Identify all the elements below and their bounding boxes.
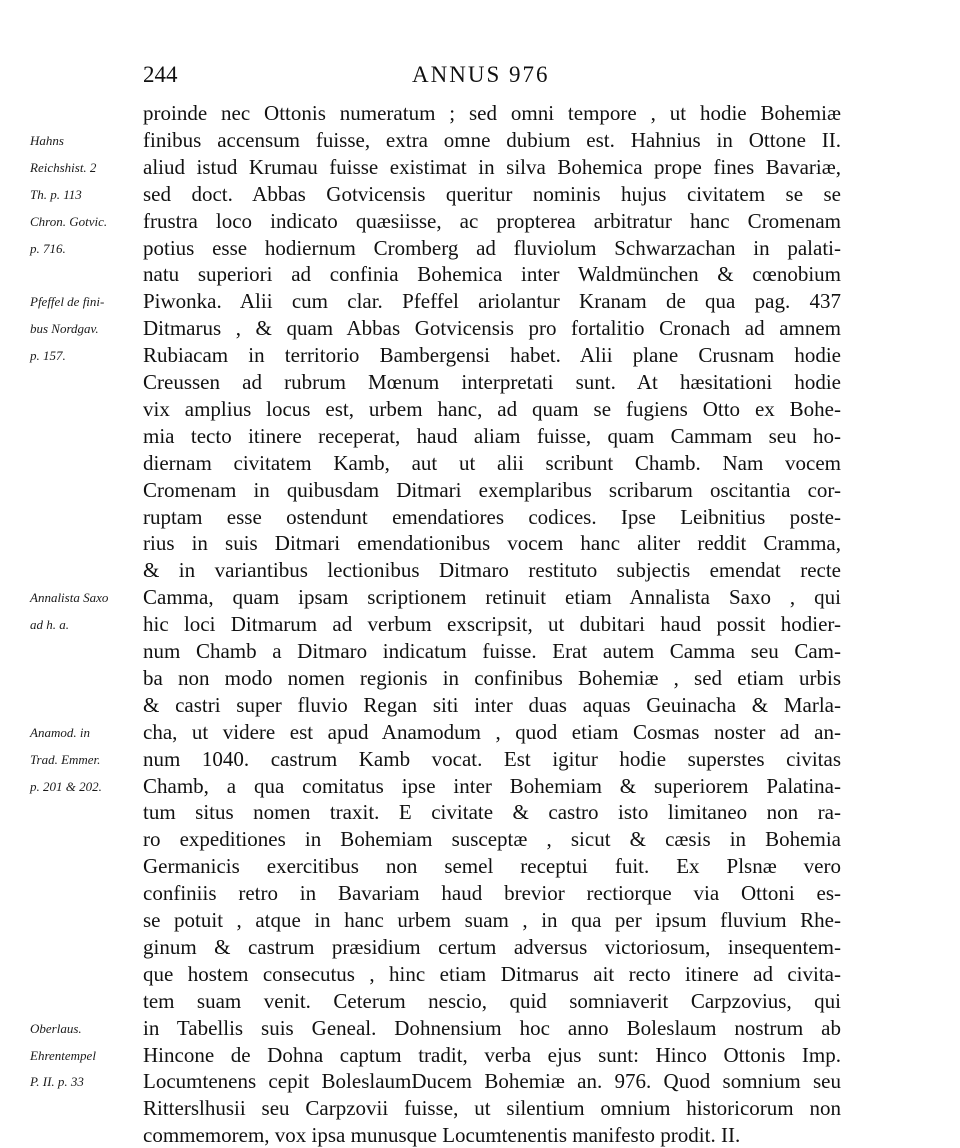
margin-note: Anamod. in bbox=[30, 724, 90, 740]
margin-note: p. 716. bbox=[30, 240, 66, 256]
text-line: Ritterslhusii seu Carpzovii fuisse, ut silentium omnium historicorum non bbox=[143, 1096, 841, 1121]
text-line: rius in suis Ditmari emendationibus vocem hanc aliter reddit Cramma, bbox=[143, 531, 841, 556]
margin-note: Reichshist. 2 bbox=[30, 159, 97, 175]
margin-note: Th. p. 113 bbox=[30, 186, 82, 202]
margin-note: p. 201 & 202. bbox=[30, 778, 102, 794]
text-line: confiniis retro in Bavariam haud brevior rectiorque via Ottoni es- bbox=[143, 881, 841, 906]
text-line: num 1040. castrum Kamb vocat. Est igitur hodie superstes civitas bbox=[143, 746, 841, 771]
text-line: Creussen ad rubrum Mœnum interpretati sunt. At hæsitationi hodie bbox=[143, 370, 841, 394]
text-line: mia tecto itinere receperat, haud aliam fuisse, quam Cammam seu ho- bbox=[143, 423, 841, 448]
margin-note: Annalista Saxo bbox=[30, 590, 109, 606]
text-line: tem suam venit. Ceterum nescio, quid somniaverit Carpzovius, qui bbox=[143, 988, 841, 1013]
text-line: Chamb, a qua comitatus ipse inter Bohemiam & superiorem Palatina- bbox=[143, 773, 841, 798]
text-line: sed doct. Abbas Gotvicensis queritur nominis hujus civitatem se se bbox=[143, 181, 841, 206]
margin-note: Trad. Emmer. bbox=[30, 751, 101, 767]
text-line: Piwonka. Alii cum clar. Pfeffel ariolantur Kranam de qua pag. 437 bbox=[143, 289, 841, 314]
text-line: aliud istud Krumau fuisse existimat in silva Bohemica prope fines Bavariæ, bbox=[143, 154, 841, 179]
text-line: ba non modo nomen regionis in confinibus Bohemiæ , sed etiam urbis bbox=[143, 665, 841, 690]
text-line: proinde nec Ottonis numeratum ; sed omni tempore , ut hodie Bohemiæ bbox=[143, 101, 841, 125]
text-line: commemorem, vox ipsa munusque Locumtenentis manifesto prodit. II. bbox=[143, 1123, 741, 1148]
text-line: frustra loco indicato quæsiisse, ac propterea arbitratur hanc Cromenam bbox=[143, 208, 841, 233]
text-line: cha, ut videre est apud Anamodum , quod etiam Cosmas noster ad an- bbox=[143, 719, 841, 744]
text-line: ro expeditiones in Bohemiam susceptæ , sicut & cæsis in Bohemia bbox=[143, 827, 841, 852]
text-line: & castri super fluvio Regan siti inter duas aquas Geuinacha & Marla- bbox=[143, 692, 841, 717]
text-line: finibus accensum fuisse, extra omne dubium est. Hahnius in Ottone II. bbox=[143, 127, 841, 152]
text-line: & in variantibus lectionibus Ditmaro restituto subjectis emendat recte bbox=[143, 558, 841, 583]
text-line: Rubiacam in territorio Bambergensi habet. Alii plane Crusnam hodie bbox=[143, 343, 841, 368]
text-line: Camma, quam ipsam scriptionem retinuit etiam Annalista Saxo , qui bbox=[143, 585, 841, 610]
text-line: Locumtenens cepit BoleslaumDucem Bohemiæ an. 976. Quod somnium seu bbox=[143, 1069, 841, 1094]
text-line: diernam civitatem Kamb, aut ut alii scribunt Chamb. Nam vocem bbox=[143, 450, 841, 475]
margin-note: ad h. a. bbox=[30, 617, 69, 633]
text-line: in Tabellis suis Geneal. Dohnensium hoc anno Boleslaum nostrum ab bbox=[143, 1015, 841, 1040]
page-number: 244 bbox=[143, 62, 178, 87]
text-line: tum situs nomen traxit. E civitate & castro isto limitaneo non ra- bbox=[143, 800, 841, 825]
text-line: Ditmarus , & quam Abbas Gotvicensis pro fortalitio Cronach ad amnem bbox=[143, 316, 841, 341]
margin-note: bus Nordgav. bbox=[30, 321, 99, 337]
margin-note: P. II. p. 33 bbox=[30, 1074, 84, 1090]
text-line: Germanicis exercitibus non semel receptui fuit. Ex Plsnæ vero bbox=[143, 854, 841, 879]
text-line: Hincone de Dohna captum tradit, verba ejus sunt: Hinco Ottonis Imp. bbox=[143, 1042, 841, 1067]
text-line: hic loci Ditmarum ad verbum exscripsit, ut dubitari haud possit hodier- bbox=[143, 612, 841, 637]
text-line: ginum & castrum præsidium certum adversus victoriosum, insequentem- bbox=[143, 934, 841, 959]
margin-note: Chron. Gotvic. bbox=[30, 213, 108, 229]
text-line: potius esse hodiernum Cromberg ad fluviolum Schwarzachan in palati- bbox=[143, 235, 841, 260]
text-line: natu superiori ad confinia Bohemica inter Waldmünchen & cœnobium bbox=[143, 262, 841, 287]
text-line: se potuit , atque in hanc urbem suam , in qua per ipsum fluvium Rhe- bbox=[143, 908, 841, 932]
text-line: Cromenam in quibusdam Ditmari exemplaribus scribarum oscitantia cor- bbox=[143, 477, 841, 502]
margin-note: Hahns bbox=[30, 132, 64, 148]
text-line: vix amplius locus est, urbem hanc, ad quam se fugiens Otto ex Bohe- bbox=[143, 396, 841, 421]
text-line: num Chamb a Ditmaro indicatum fuisse. Erat autem Camma seu Cam- bbox=[143, 639, 841, 663]
running-title: ANNUS 976 bbox=[412, 62, 550, 87]
margin-note: Pfeffel de fini- bbox=[30, 294, 105, 310]
margin-note: Ehrentempel bbox=[30, 1047, 96, 1063]
text-line: que hostem consecutus , hinc etiam Ditmarus ait recto itinere ad civita- bbox=[143, 961, 841, 986]
text-line: ruptam esse ostendunt emendatiores codices. Ipse Leibnitius poste- bbox=[143, 504, 841, 529]
margin-note: p. 157. bbox=[30, 348, 66, 364]
margin-note: Oberlaus. bbox=[30, 1020, 82, 1036]
